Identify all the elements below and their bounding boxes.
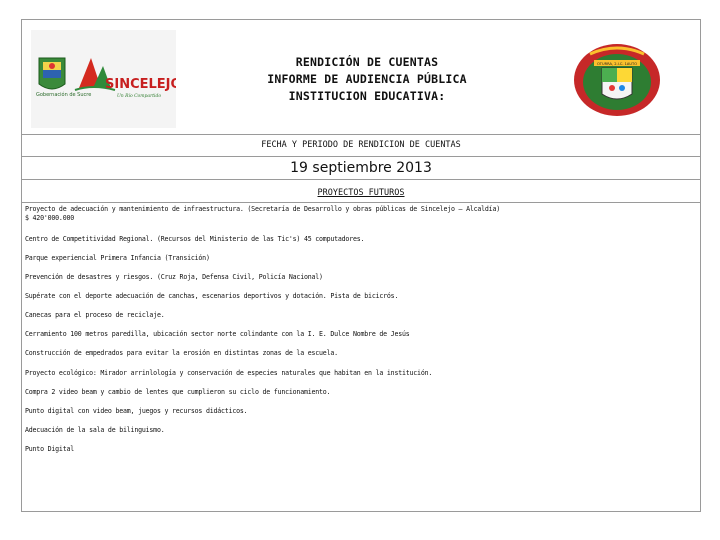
- title-line-3: INSTITUCION EDUCATIVA:: [288, 89, 446, 103]
- report-title: [212, 54, 522, 105]
- header-section: [22, 20, 700, 135]
- brand-subtext: Un Río Compartido: [117, 94, 162, 99]
- list-item: $ 420'000.000: [25, 214, 75, 222]
- list-item: Compra 2 video beam y cambio de lentes que cumplieron su ciclo de funcionamiento.: [25, 388, 331, 396]
- school-crest-icon: [574, 44, 660, 116]
- list-item: Parque experiencial Primera Infancia (Transición): [25, 254, 210, 262]
- list-item: Centro de Competitividad Regional. (Recursos del Ministerio de las Tic's) 45 computadores.: [25, 235, 365, 243]
- list-item: Cerramiento 100 metros paredilla, ubicación sector norte colindante con la I. E. Dulce Nombre de Jesús: [25, 330, 410, 338]
- sincelejo-logo: [31, 30, 176, 128]
- list-item: Adecuación de la sala de bilinguismo.: [25, 426, 165, 434]
- list-item: Supérate con el deporte adecuación de canchas, escenarios deportivos y dotación. Pista de bicicrós.: [25, 292, 399, 300]
- fecha-value: 19 septiembre 2013: [22, 157, 700, 180]
- list-item: Canecas para el proceso de reciclaje.: [25, 311, 165, 319]
- list-item: Proyecto de adecuación y mantenimiento de infraestructura. (Secretaría de Desarrollo y obras públicas de Sincelejo – Alcaldía): [25, 205, 500, 213]
- crest-banner-text: OTURRA, 2.I.C. 1AUTO: [596, 62, 638, 66]
- title-line-2: INFORME DE AUDIENCIA PÚBLICA: [267, 72, 467, 86]
- list-item: Construcción de empedrados para evitar la erosión en distintas zonas de la escuela.: [25, 349, 338, 357]
- projects-title: [22, 180, 700, 203]
- list-item: Proyecto ecológico: Mirador arrinlología y conservación de especies naturales que habitan en la institución.: [25, 369, 433, 377]
- document-frame: [21, 19, 701, 512]
- projects-title-text: PROYECTOS FUTUROS: [317, 188, 405, 198]
- list-item: Punto digital con video beam, juegos y recursos didácticos.: [25, 407, 248, 415]
- brand-text: SINCELEJO: [105, 77, 176, 92]
- gov-text: Gobernación de Sucre: [36, 92, 92, 98]
- list-item: Prevención de desastres y riesgos. (Cruz Roja, Defensa Civil, Policía Nacional): [25, 273, 323, 281]
- fecha-label: FECHA Y PERIODO DE RENDICION DE CUENTAS: [22, 134, 700, 157]
- school-crest-logo: [572, 40, 662, 118]
- list-item: Punto Digital: [25, 445, 75, 453]
- gobernacion-shield-icon: [39, 58, 65, 89]
- title-line-1: RENDICIÓN DE CUENTAS: [295, 55, 439, 69]
